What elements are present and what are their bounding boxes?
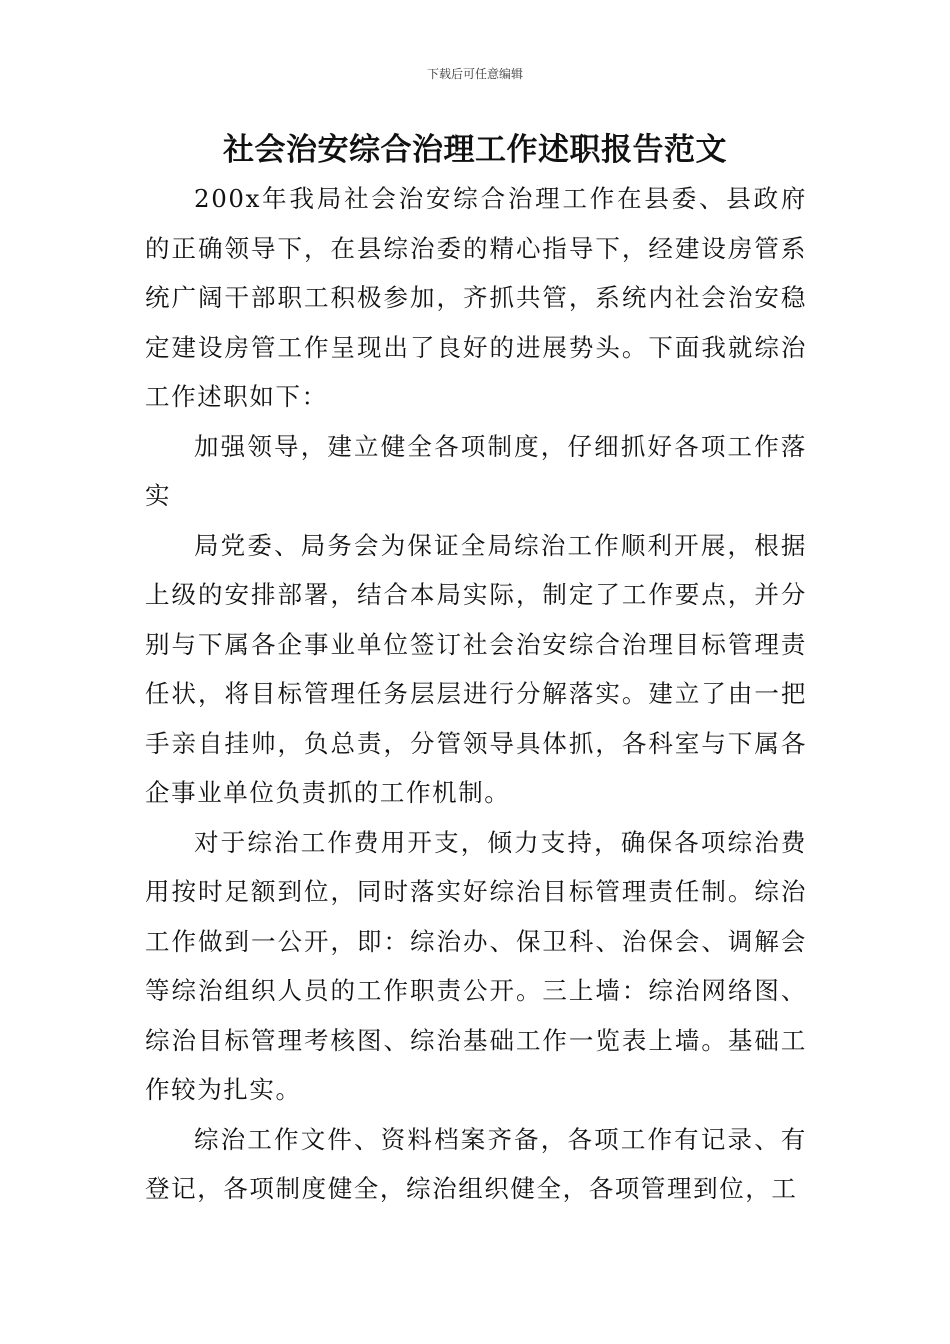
document-body [145, 174, 807, 1214]
paragraph-intro: 200x年我局社会治安综合治理工作在县委、县政府的正确领导下，在县综治委的精心指导下，经建设房管系统广阔干部职工积极参加，齐抓共管，系统内社会治安稳定建设房管工作呈现出了良好的进展势头。下面我就综治工作述职如下： [145, 184, 807, 411]
paragraph-section-heading: 加强领导，建立健全各项制度，仔细抓好各项工作落实 [145, 431, 807, 510]
document-title: 社会治安综合治理工作述职报告范文 [223, 132, 727, 168]
paragraph-records: 综治工作文件、资料档案齐备，各项工作有记录、有登记，各项制度健全，综治组织健全，各项管理到位，工 [145, 1124, 807, 1203]
paragraph-funding: 对于综治工作费用开支，倾力支持，确保各项综治费用按时足额到位，同时落实好综治目标管理责任制。综治工作做到一公开，即：综治办、保卫科、治保会、调解会等综治组织人员的工作职责公开。三上墙：综治网络图、综治目标管理考核图、综治基础工作一览表上墙。基础工作较为扎实。 [145, 827, 807, 1104]
paragraph-leadership: 局党委、局务会为保证全局综治工作顺利开展，根据上级的安排部署，结合本局实际，制定了工作要点，并分别与下属各企事业单位签订社会治安综合治理目标管理责任状，将目标管理任务层层进行分解落实。建立了由一把手亲自挂帅，负总责，分管领导具体抓，各科室与下属各企事业单位负责抓的工作机制。 [145, 530, 807, 807]
header-note: 下载后可任意编辑 [426, 67, 523, 81]
